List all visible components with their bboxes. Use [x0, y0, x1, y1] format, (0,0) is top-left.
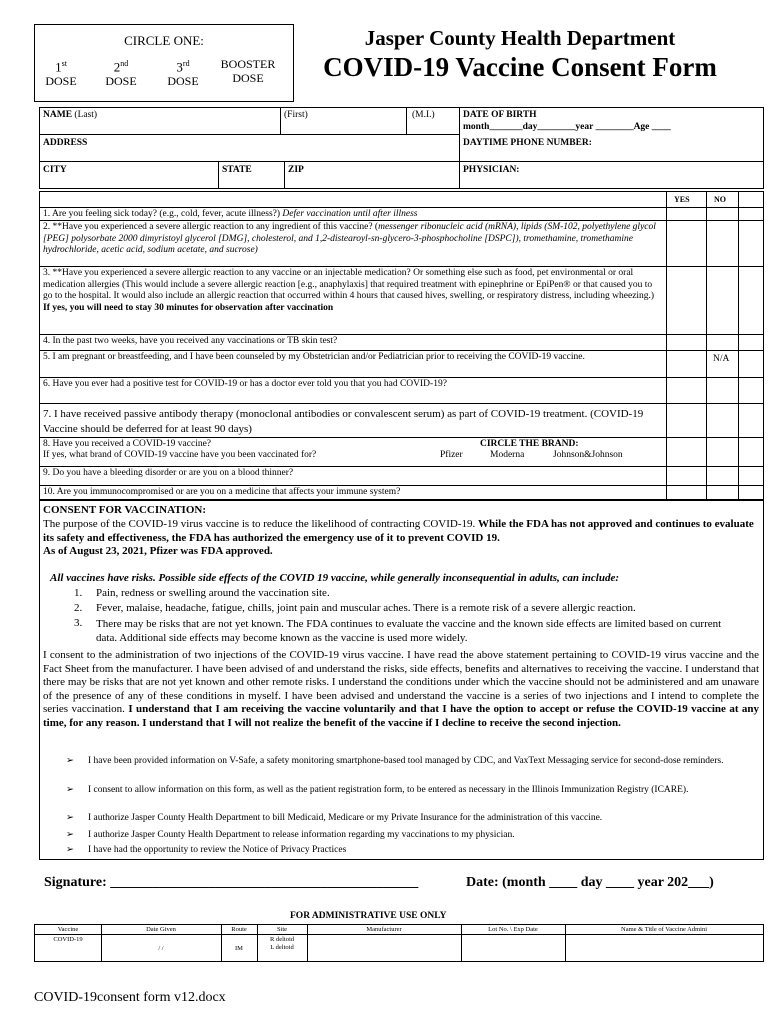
admin-site-left[interactable]: L deltoid	[270, 944, 294, 951]
consent-purpose: The purpose of the COVID-19 virus vaccine is to reduce the likelihood of contracting COVID-19. While the FDA has not approved and continues to evaluate its safety and effectiveness, the FDA has authorized the emergency use of it to prevent COVID 19. As of August 23, 2021, Pfizer was FDA approved.	[43, 518, 754, 557]
acknowledgement-5: I have had the opportunity to review the Notice of Privacy Practices	[88, 845, 347, 855]
no-header: NO	[714, 195, 726, 204]
risk-item-2: Fever, malaise, headache, fatigue, chills, joint pain and muscular aches. There is a remote risk of a severe allergic reaction.	[96, 602, 636, 614]
admin-header-name: Name & Title of Vaccine Admini	[621, 926, 707, 933]
question-row-10: 10. Are you immunocompromised or are you on a medicine that affects your immune system?	[40, 485, 763, 499]
acknowledgement-3: I authorize Jasper County Health Department to bill Medicaid, Medicare or my Private Insurance for the administration of this vaccine.	[88, 813, 603, 823]
date-line[interactable]: Date: (month ____ day ____ year 202___)	[466, 875, 714, 890]
question-row-7: 7. I have received passive antibody therapy (monoclonal antibodies or convalescent serum) as part of COVID-19 treatment. (COVID-19 Vaccine should be deferred for at least 90 days)	[40, 403, 763, 438]
acknowledgement-4: I authorize Jasper County Health Department to release information regarding my vaccinations to my physician.	[88, 830, 515, 840]
yes-header: YES	[674, 195, 690, 204]
phone-field[interactable]: DAYTIME PHONE NUMBER:	[463, 138, 592, 148]
admin-header-site: Site	[276, 926, 288, 933]
na-label: N/A	[713, 354, 730, 364]
consent-heading: CONSENT FOR VACCINATION:	[43, 504, 206, 516]
question-row-8: 8. Have you received a COVID-19 vaccine? If yes, what brand of COVID-19 vaccine have you been vaccinated for? CIRCLE THE BRAND: Pfizer Moderna Johnson&Johnson	[40, 437, 763, 467]
admin-vaccine-value: COVID-19	[53, 936, 83, 943]
dob-fields[interactable]: month_______day________year ________Age ____	[463, 122, 671, 132]
admin-header-lot: Lot No. \ Exp Date	[488, 926, 538, 933]
screening-questions	[39, 191, 764, 500]
name-field[interactable]: NAME (Last)	[43, 110, 98, 120]
state-field[interactable]: STATE	[222, 165, 252, 175]
admin-route-value: IM	[235, 945, 243, 952]
dose-option-booster[interactable]: BOOSTER DOSE	[220, 57, 276, 85]
question-row-1: 1. Are you feeling sick today? (e.g., cold, fever, acute illness?) Defer vaccination until after illness	[40, 207, 763, 221]
circle-one-label: CIRCLE ONE:	[124, 33, 204, 48]
admin-header-manufacturer: Manufacturer	[366, 926, 402, 933]
risk-item-1: Pain, redness or swelling around the vaccination site.	[96, 587, 330, 599]
city-field[interactable]: CITY	[43, 165, 67, 175]
risks-heading: All vaccines have risks. Possible side effects of the COVID 19 vaccine, while generally inconsequential in adults, can include:	[50, 572, 620, 584]
dose-option-3[interactable]: 3rd DOSE	[167, 59, 199, 89]
brand-moderna[interactable]: Moderna	[490, 450, 525, 460]
admin-header-date: Date Given	[146, 926, 176, 933]
question-row-4: 4. In the past two weeks, have you received any vaccinations or TB skin test?	[40, 334, 763, 351]
risk-item-3: There may be risks that are not yet known. The FDA continues to evaluate the vaccine and the known side effects are limited based on current data. Additional side effects may become known as the vaccine is used more widely.	[96, 618, 722, 644]
brand-johnson[interactable]: Johnson&Johnson	[553, 450, 623, 460]
form-title: COVID-19 Vaccine Consent Form	[323, 52, 717, 82]
admin-header-route: Route	[231, 926, 247, 933]
admin-header-vaccine: Vaccine	[57, 926, 79, 933]
brand-pfizer[interactable]: Pfizer	[440, 450, 463, 460]
signature-line[interactable]: Signature: ____________________________________________	[44, 875, 419, 890]
dose-option-2[interactable]: 2nd DOSE	[105, 59, 137, 89]
admin-site-right[interactable]: R deltoid	[269, 936, 294, 943]
document-footer: COVID-19consent form v12.docx	[34, 990, 226, 1005]
consent-statement: I consent to the administration of two injections of the COVID-19 virus vaccine. I have read the above statement pertaining to COVID-19 virus vaccine and the Fact Sheet from the manufacturer. I have been advised of and understand the risks, side effects, benefits and alternatives to receiving the vaccine. I understand that there may be risks that are not yet known and other remote risks. I understand the conditions under which the vaccine should not be administered and am unaware of the presence of any of these conditions in myself. I have been advised and understand the vaccine is a series of two injections and I intend to complete the series vaccination. I understand that I am receiving the vaccine voluntarily and that I have the option to accept or refuse the COVID-19 vaccine at any time, for any reason. I understand that I will not realize the benefit of the vaccine if I decline to receive the second injection.	[43, 649, 760, 729]
admin-table	[34, 924, 764, 962]
question-row-2: 2. **Have you experienced a severe allergic reaction to any ingredient of this vaccine? (messenger ribonucleic acid (mRNA), lipids (SM-102, polyethylene glycol [PEG] polysorbate 2000 dimyristoyl glycerol [DMG], cholesterol, and 1,2-distearoyl-sn-glycero-3-phosphocholine [DSPC]), tromethamine, tromethamine hydrochloride, acetic acid, sodium acetate, and sucrose)	[40, 220, 763, 267]
zip-field[interactable]: ZIP	[288, 165, 304, 175]
physician-field[interactable]: PHYSICIAN:	[463, 165, 520, 175]
dose-option-1[interactable]: 1st DOSE	[45, 59, 77, 89]
question-row-6: 6. Have you ever had a positive test for COVID-19 or has a doctor ever told you that you had COVID-19?	[40, 377, 763, 404]
patient-info-section	[39, 107, 764, 189]
question-row-5: 5. I am pregnant or breastfeeding, and I have been counseled by my Obstetrician and/or Pediatrician prior to receiving the COVID-19 vaccine. N/A	[40, 350, 763, 378]
dose-selection-box	[34, 24, 294, 102]
admin-title: FOR ADMINISTRATIVE USE ONLY	[290, 911, 447, 921]
consent-section: CONSENT FOR VACCINATION: The purpose of the COVID-19 virus vaccine is to reduce the likelihood of contracting COVID-19. While the FDA has not approved and continues to evaluate its safety and effectiveness, the FDA has authorized the emergency use of it to prevent COVID 19. As of August 23, 2021, Pfizer was FDA approved. All vaccines have risks. Possible side effects of the COVID 19 vaccine, while generally inconsequential in adults, can include: 1. Pain, redness or swelling around the vaccination site. 2. Fever, malaise, headache, fatigue, chills, joint pain and muscular aches. There is a remote risk of a severe allergic reaction. 3. There may be risks that are not yet known. The FDA continues to evaluate the vaccine and the known side effects are limited based on current data. Additional side effects may become known as the vaccine is used more widely. I consent to the administration of two injections of the COVID-19 virus vaccine. I have read the above statement pertaining to COVID-19 virus vaccine and the Fact Sheet from the manufacturer. I have been advised of and understand the risks, side effects, benefits and alternatives to receiving the vaccine. I understand that there may be risks that are not yet known and other remote risks. I understand the conditions under which the vaccine should not be administered and am unaware of the presence of any of these conditions in myself. I have been advised and understand the vaccine is a series of two injections and I intend to complete the series vaccination. I understand that I am receiving the vaccine voluntarily and that I have the option to accept or refuse the COVID-19 vaccine at any time, for any reason. I understand that I will not realize the benefit of the vaccine if I decline to receive the second injection. ➢ I have been provided information on V-Safe, a safety monitoring smartphone-based tool managed by CDC, and VaxText Messaging service for second-dose reminders. ➢ I consent to allow information on this form, as well as the patient registration form, to be entered as necessary in the Illinois Immunization Registry (ICARE). ➢ I authorize Jasper County Health Department to bill Medicaid, Medicare or my Private Insurance for the administration of this vaccine. ➢ I authorize Jasper County Health Department to release information regarding my vaccinations to my physician. ➢ I have had the opportunity to review the Notice of Privacy Practices	[39, 500, 764, 860]
first-name-field[interactable]: (First)	[284, 110, 308, 120]
department-name: Jasper County Health Department	[364, 26, 676, 50]
admin-date-value[interactable]: / /	[158, 945, 164, 952]
brand-label: CIRCLE THE BRAND:	[480, 439, 579, 449]
question-row-3: 3. **Have you experienced a severe allergic reaction to any vaccine or an injectable medication? Or something else such as food, pet environmental or oral medication allergies (This would include a severe allergic reaction [e.g., anaphylaxis] that required treatment with epinephrine or EpiPen® or that caused you to go to the hospital. It would also include an allergic reaction that occurred within 4 hours that caused hives, swelling, or respiratory distress, including wheezing.) If yes, you will need to stay 30 minutes for observation after vaccination	[40, 266, 763, 335]
middle-initial-field[interactable]: (M.I.)	[412, 110, 435, 120]
dob-label: DATE OF BIRTH	[463, 110, 537, 120]
acknowledgement-2: I consent to allow information on this form, as well as the patient registration form, to be entered as necessary in the Illinois Immunization Registry (ICARE).	[88, 785, 689, 795]
acknowledgement-1: I have been provided information on V-Safe, a safety monitoring smartphone-based tool managed by CDC, and VaxText Messaging service for second-dose reminders.	[88, 756, 724, 766]
question-row-9: 9. Do you have a bleeding disorder or are you on a blood thinner?	[40, 466, 763, 486]
address-field[interactable]: ADDRESS	[43, 138, 88, 148]
